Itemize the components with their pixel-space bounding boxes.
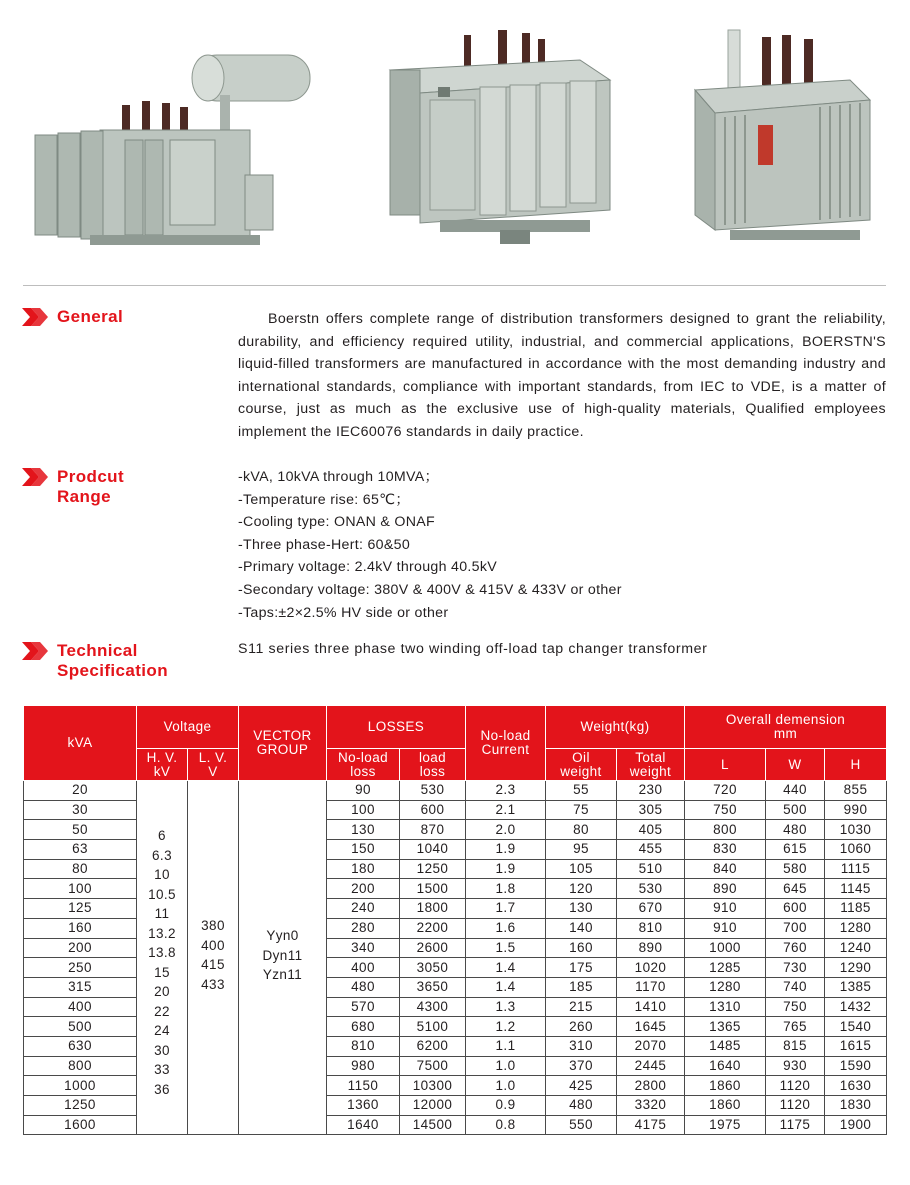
technical-spec-heading	[22, 641, 168, 681]
cell-h: 1280	[825, 918, 887, 938]
cell-w: 645	[766, 879, 825, 899]
cell-l: 1860	[685, 1096, 766, 1116]
cell-noload-loss: 130	[327, 820, 400, 840]
cell-h: 1240	[825, 938, 887, 958]
cell-noload-current: 1.5	[466, 938, 546, 958]
cell-kva: 30	[24, 800, 137, 820]
cell-load-loss: 870	[400, 820, 466, 840]
cell-kva: 250	[24, 958, 137, 978]
cell-l: 1975	[685, 1115, 766, 1135]
cell-oil-weight: 105	[546, 859, 617, 879]
cell-noload-loss: 400	[327, 958, 400, 978]
cell-l: 1310	[685, 997, 766, 1017]
list-item: -Primary voltage: 2.4kV through 40.5kV	[238, 559, 498, 576]
cell-load-loss: 10300	[400, 1076, 466, 1096]
cell-l: 750	[685, 800, 766, 820]
transformer-photo-2	[370, 25, 620, 255]
cell-total-weight: 405	[617, 820, 685, 840]
cell-hv-value: 20	[154, 984, 170, 999]
cell-total-weight: 305	[617, 800, 685, 820]
cell-hv-value: 13.2	[148, 925, 176, 941]
cell-noload-current: 1.8	[466, 879, 546, 899]
cell-noload-current: 1.6	[466, 918, 546, 938]
cell-hv	[137, 781, 188, 1135]
cell-oil-weight: 55	[546, 781, 617, 801]
cell-noload-current: 1.9	[466, 859, 546, 879]
cell-total-weight: 4175	[617, 1115, 685, 1135]
header-lv: L. V. V	[188, 749, 239, 781]
cell-load-loss: 3650	[400, 977, 466, 997]
cell-h: 1590	[825, 1056, 887, 1076]
cell-h: 1290	[825, 958, 887, 978]
cell-total-weight: 1020	[617, 958, 685, 978]
cell-load-loss: 530	[400, 781, 466, 801]
cell-l: 1285	[685, 958, 766, 978]
cell-load-loss: 1040	[400, 840, 466, 860]
cell-noload-loss: 280	[327, 918, 400, 938]
cell-oil-weight: 130	[546, 899, 617, 919]
header-losses: LOSSES	[327, 706, 466, 749]
cell-noload-loss: 90	[327, 781, 400, 801]
cell-oil-weight: 185	[546, 977, 617, 997]
general-heading	[22, 307, 123, 327]
cell-kva: 400	[24, 997, 137, 1017]
header-l: L	[685, 749, 766, 781]
cell-total-weight: 2070	[617, 1036, 685, 1056]
cell-kva: 50	[24, 820, 137, 840]
double-arrow-icon	[22, 642, 48, 660]
cell-oil-weight: 160	[546, 938, 617, 958]
cell-hv-value: 30	[154, 1042, 170, 1058]
cell-lv-value: 380	[201, 918, 225, 933]
header-weight: Weight(kg)	[546, 706, 685, 749]
header-voltage: Voltage	[137, 706, 239, 749]
cell-noload-loss: 680	[327, 1017, 400, 1037]
cell-kva: 20	[24, 781, 137, 801]
cell-l: 1365	[685, 1017, 766, 1037]
spec-table	[23, 705, 887, 1135]
cell-total-weight: 810	[617, 918, 685, 938]
cell-oil-weight: 370	[546, 1056, 617, 1076]
cell-h: 1540	[825, 1017, 887, 1037]
cell-oil-weight: 480	[546, 1096, 617, 1116]
cell-h: 990	[825, 800, 887, 820]
cell-l: 1860	[685, 1076, 766, 1096]
cell-w: 500	[766, 800, 825, 820]
cell-kva: 125	[24, 899, 137, 919]
cell-oil-weight: 215	[546, 997, 617, 1017]
general-title: General	[57, 307, 124, 326]
cell-l: 1485	[685, 1036, 766, 1056]
cell-hv-value: 22	[154, 1003, 170, 1019]
cell-noload-current: 1.7	[466, 899, 546, 919]
header-hv: H. V. kV	[137, 749, 188, 781]
cell-noload-loss: 180	[327, 859, 400, 879]
product-range-title: Prodcut Range	[57, 467, 125, 506]
list-item: -Secondary voltage: 380V & 400V & 415V & 433V or other	[238, 581, 622, 598]
table-row	[24, 781, 887, 801]
cell-load-loss: 600	[400, 800, 466, 820]
cell-hv-value: 15	[154, 964, 170, 980]
cell-l: 830	[685, 840, 766, 860]
cell-load-loss: 3050	[400, 958, 466, 978]
cell-load-loss: 1250	[400, 859, 466, 879]
cell-total-weight: 2800	[617, 1076, 685, 1096]
cell-total-weight: 510	[617, 859, 685, 879]
cell-total-weight: 1170	[617, 977, 685, 997]
cell-total-weight: 230	[617, 781, 685, 801]
general-text: Boerstn offers complete range of distribution transformers designed to grant the reliability, durability, and efficiency required utility, industrial, and commercial applications, BOERSTN'S liquid-filled transformers are manufactured in accordance with the most demanding industry and international standards, compliance with important standards, from IEC to VDE, is a matter of course, just as much as the exclusive use of high-quality materials, Qualified employees implement the IEC60076 standards in daily practice.	[238, 311, 886, 440]
cell-noload-loss: 480	[327, 977, 400, 997]
cell-kva: 1600	[24, 1115, 137, 1135]
cell-kva: 315	[24, 977, 137, 997]
double-arrow-icon	[22, 308, 48, 326]
cell-vector-group-value: Yyn0	[266, 928, 299, 943]
cell-lv-value: 433	[201, 976, 225, 992]
cell-oil-weight: 550	[546, 1115, 617, 1135]
cell-noload-loss: 200	[327, 879, 400, 899]
cell-oil-weight: 260	[546, 1017, 617, 1037]
cell-noload-loss: 1150	[327, 1076, 400, 1096]
cell-total-weight: 890	[617, 938, 685, 958]
cell-lv-value: 415	[201, 957, 225, 972]
cell-hv-value: 33	[154, 1062, 170, 1077]
cell-noload-current: 1.2	[466, 1017, 546, 1037]
list-item: -Temperature rise: 65℃；	[238, 491, 410, 508]
cell-total-weight: 2445	[617, 1056, 685, 1076]
cell-kva: 100	[24, 879, 137, 899]
cell-total-weight: 3320	[617, 1096, 685, 1116]
cell-w: 600	[766, 899, 825, 919]
header-noload-current: No-load Current	[466, 706, 546, 781]
header-vector-group: VECTOR GROUP	[239, 706, 327, 781]
cell-load-loss: 6200	[400, 1036, 466, 1056]
cell-vector-group	[239, 781, 327, 1135]
cell-noload-current: 0.8	[466, 1115, 546, 1135]
cell-l: 720	[685, 781, 766, 801]
cell-l: 910	[685, 918, 766, 938]
cell-oil-weight: 310	[546, 1036, 617, 1056]
transformer-photo-3	[690, 25, 880, 255]
cell-noload-loss: 100	[327, 800, 400, 820]
header-dimension: Overall demension mm	[685, 706, 887, 749]
cell-h: 1115	[825, 859, 887, 879]
spec-table-body	[24, 781, 887, 1135]
cell-noload-loss: 150	[327, 840, 400, 860]
cell-w: 765	[766, 1017, 825, 1037]
cell-l: 1640	[685, 1056, 766, 1076]
cell-vector-group-value: Dyn11	[262, 947, 303, 963]
cell-lv-value: 400	[201, 937, 225, 953]
cell-h: 1900	[825, 1115, 887, 1135]
cell-kva: 800	[24, 1056, 137, 1076]
cell-oil-weight: 80	[546, 820, 617, 840]
cell-oil-weight: 140	[546, 918, 617, 938]
cell-w: 1120	[766, 1076, 825, 1096]
cell-noload-current: 1.0	[466, 1076, 546, 1096]
cell-kva: 630	[24, 1036, 137, 1056]
cell-w: 740	[766, 977, 825, 997]
cell-noload-loss: 810	[327, 1036, 400, 1056]
cell-noload-loss: 1640	[327, 1115, 400, 1135]
cell-noload-current: 2.3	[466, 781, 546, 801]
technical-spec-text: S11 series three phase two winding off-load tap changer transformer	[238, 641, 708, 657]
cell-h: 1060	[825, 840, 887, 860]
cell-w: 815	[766, 1036, 825, 1056]
cell-hv-value: 10.5	[148, 886, 176, 902]
cell-h: 1615	[825, 1036, 887, 1056]
cell-l: 910	[685, 899, 766, 919]
list-item: -Three phase-Hert: 60&50	[238, 536, 411, 553]
product-range-list	[238, 466, 622, 624]
divider-line	[23, 285, 886, 286]
cell-noload-current: 2.0	[466, 820, 546, 840]
cell-noload-loss: 340	[327, 938, 400, 958]
technical-spec-title: Technical Specification	[57, 641, 169, 680]
cell-w: 750	[766, 997, 825, 1017]
cell-w: 730	[766, 958, 825, 978]
cell-noload-loss: 1360	[327, 1096, 400, 1116]
cell-load-loss: 12000	[400, 1096, 466, 1116]
cell-kva: 200	[24, 938, 137, 958]
cell-hv-value: 11	[154, 906, 170, 921]
cell-load-loss: 2600	[400, 938, 466, 958]
cell-load-loss: 1500	[400, 879, 466, 899]
cell-noload-loss: 240	[327, 899, 400, 919]
cell-h: 1030	[825, 820, 887, 840]
product-photos	[0, 0, 910, 270]
cell-kva: 1000	[24, 1076, 137, 1096]
double-arrow-icon	[22, 468, 48, 486]
cell-oil-weight: 75	[546, 800, 617, 820]
cell-noload-current: 2.1	[466, 800, 546, 820]
cell-h: 1385	[825, 977, 887, 997]
cell-load-loss: 1800	[400, 899, 466, 919]
header-load-loss: load loss	[400, 749, 466, 781]
cell-load-loss: 14500	[400, 1115, 466, 1135]
cell-noload-current: 1.3	[466, 997, 546, 1017]
product-range-heading	[22, 467, 124, 507]
cell-noload-current: 1.0	[466, 1056, 546, 1076]
cell-noload-current: 1.4	[466, 958, 546, 978]
cell-hv-value: 6.3	[152, 847, 172, 863]
cell-w: 480	[766, 820, 825, 840]
cell-l: 840	[685, 859, 766, 879]
cell-noload-current: 1.9	[466, 840, 546, 860]
cell-load-loss: 4300	[400, 997, 466, 1017]
cell-l: 890	[685, 879, 766, 899]
cell-noload-loss: 980	[327, 1056, 400, 1076]
cell-hv-value: 6	[158, 828, 166, 843]
cell-w: 615	[766, 840, 825, 860]
cell-w: 1175	[766, 1115, 825, 1135]
header-w: W	[766, 749, 825, 781]
cell-w: 760	[766, 938, 825, 958]
cell-noload-current: 1.1	[466, 1036, 546, 1056]
cell-oil-weight: 175	[546, 958, 617, 978]
cell-kva: 63	[24, 840, 137, 860]
cell-total-weight: 530	[617, 879, 685, 899]
header-kva: kVA	[24, 706, 137, 781]
header-total-weight: Total weight	[617, 749, 685, 781]
cell-l: 800	[685, 820, 766, 840]
cell-oil-weight: 425	[546, 1076, 617, 1096]
cell-total-weight: 455	[617, 840, 685, 860]
cell-total-weight: 1410	[617, 997, 685, 1017]
cell-oil-weight: 95	[546, 840, 617, 860]
cell-kva: 160	[24, 918, 137, 938]
cell-load-loss: 5100	[400, 1017, 466, 1037]
cell-kva: 80	[24, 859, 137, 879]
cell-h: 855	[825, 781, 887, 801]
cell-hv-value: 13.8	[148, 945, 176, 960]
cell-kva: 1250	[24, 1096, 137, 1116]
list-item: -Taps:±2×2.5% HV side or other	[238, 604, 449, 621]
header-noload-loss: No-load loss	[327, 749, 400, 781]
cell-w: 700	[766, 918, 825, 938]
cell-w: 580	[766, 859, 825, 879]
cell-kva: 500	[24, 1017, 137, 1037]
cell-load-loss: 2200	[400, 918, 466, 938]
cell-h: 1830	[825, 1096, 887, 1116]
transformer-photo-1	[30, 25, 320, 255]
header-oil-weight: Oil weight	[546, 749, 617, 781]
cell-w: 930	[766, 1056, 825, 1076]
cell-oil-weight: 120	[546, 879, 617, 899]
list-item: -kVA, 10kVA through 10MVA；	[238, 469, 439, 485]
cell-hv-value: 10	[154, 867, 170, 882]
cell-noload-loss: 570	[327, 997, 400, 1017]
general-paragraph	[238, 308, 886, 444]
cell-lv	[188, 781, 239, 1135]
cell-vector-group-value: Yzn11	[262, 967, 303, 982]
cell-l: 1280	[685, 977, 766, 997]
cell-h: 1432	[825, 997, 887, 1017]
cell-noload-current: 1.4	[466, 977, 546, 997]
cell-noload-current: 0.9	[466, 1096, 546, 1116]
cell-total-weight: 1645	[617, 1017, 685, 1037]
cell-hv-value: 36	[154, 1081, 170, 1097]
cell-total-weight: 670	[617, 899, 685, 919]
cell-h: 1185	[825, 899, 887, 919]
cell-w: 1120	[766, 1096, 825, 1116]
cell-h: 1145	[825, 879, 887, 899]
header-h: H	[825, 749, 887, 781]
list-item: -Cooling type: ONAN & ONAF	[238, 514, 436, 531]
cell-h: 1630	[825, 1076, 887, 1096]
cell-load-loss: 7500	[400, 1056, 466, 1076]
cell-l: 1000	[685, 938, 766, 958]
cell-hv-value: 24	[154, 1023, 170, 1038]
cell-w: 440	[766, 781, 825, 801]
